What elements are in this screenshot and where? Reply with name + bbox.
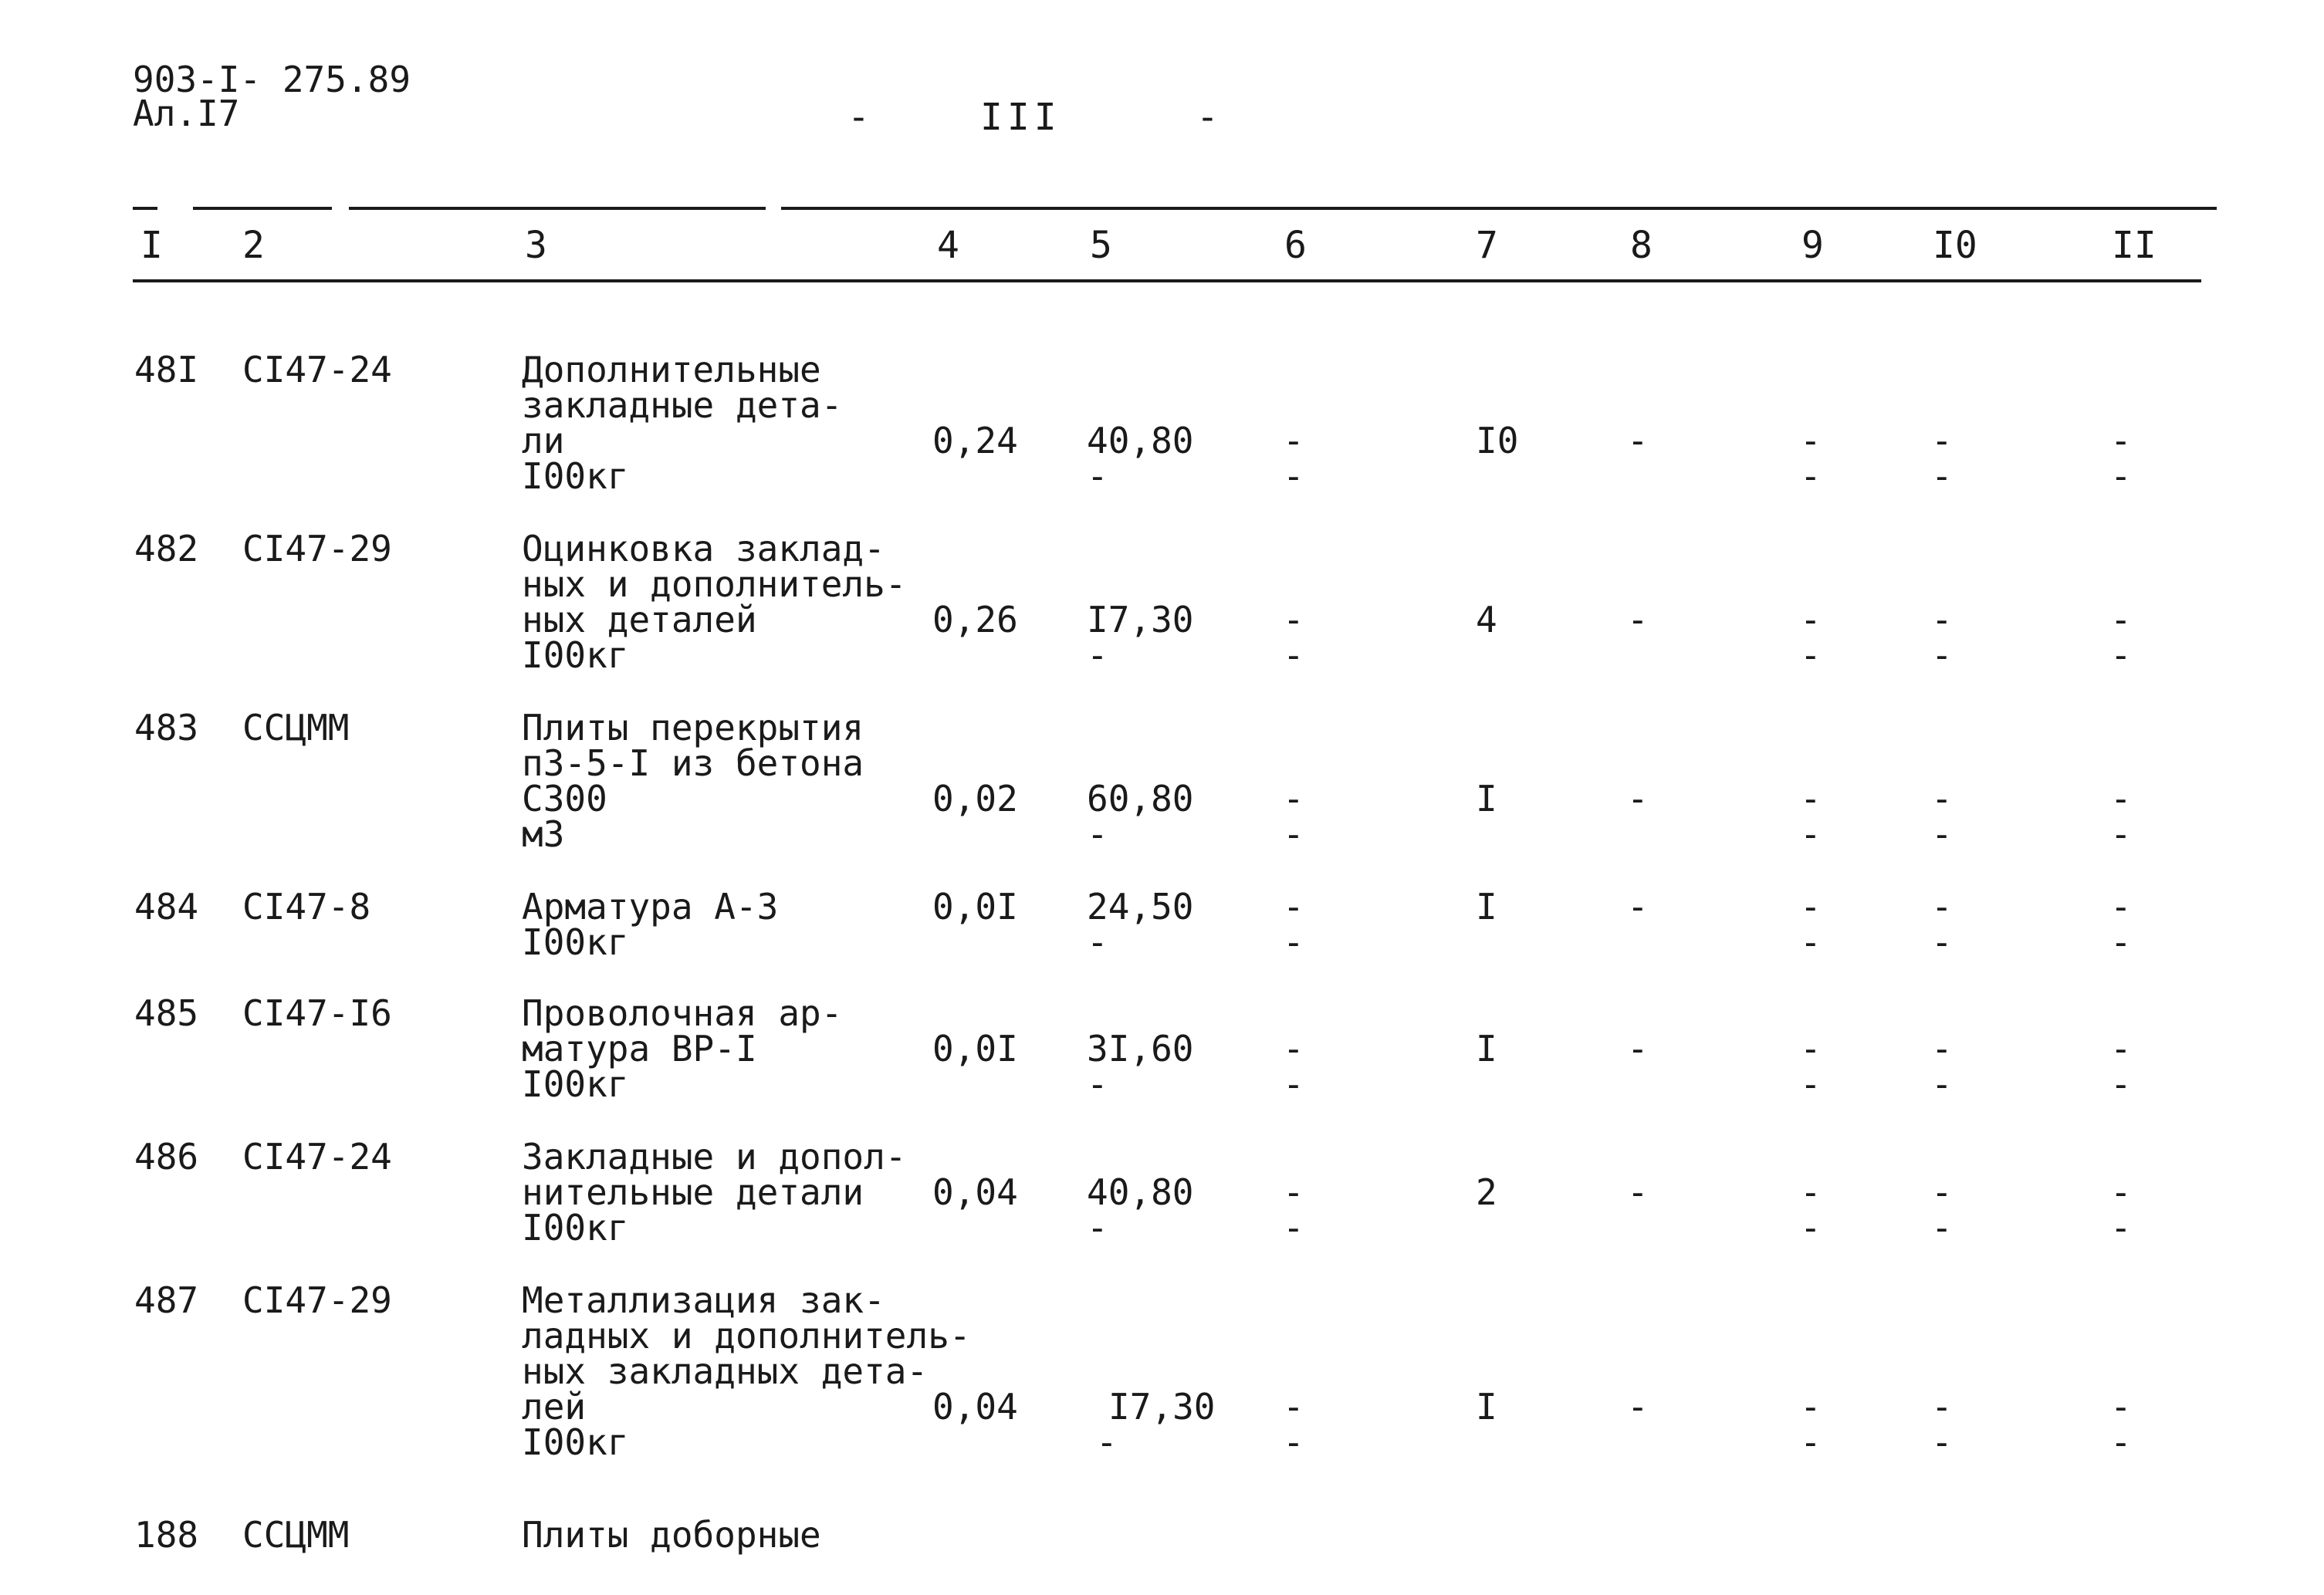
row-col7: I0 [1476, 420, 1519, 461]
row-dash: - [1283, 599, 1304, 640]
sheet-label: Ал.I7 [133, 93, 240, 134]
row-dash: - [1931, 1386, 1953, 1428]
row-name: Оцинковка заклад- ных и дополнитель- ных деталей I00кг [522, 528, 907, 676]
row-dash: - [2110, 599, 2132, 640]
row-dash: - [1931, 813, 1953, 855]
row-dash: - [1800, 921, 1822, 963]
row-col7: 4 [1476, 599, 1497, 640]
row-quantity: 0,0I [932, 886, 1018, 928]
row-dash: - [1627, 886, 1649, 928]
row-dash: - [1931, 1207, 1953, 1249]
row-dash: - [1283, 921, 1304, 963]
row-price: 60,80 [1087, 778, 1194, 819]
row-dash: - [1283, 1063, 1304, 1105]
row-dash: - [2110, 921, 2132, 963]
column-header-5: 5 [1090, 224, 1112, 267]
row-number: 486 [134, 1136, 199, 1178]
row-number: 487 [134, 1279, 199, 1321]
row-dash: - [1931, 921, 1953, 963]
row-dash: - [1627, 599, 1649, 640]
row-code: CI47-29 [242, 528, 392, 569]
row-dash: - [2110, 420, 2132, 461]
column-header-9: 9 [1801, 224, 1824, 267]
row-dash: - [2110, 1421, 2132, 1463]
row-number: 482 [134, 528, 199, 569]
row-dash: - [1931, 420, 1953, 461]
row-dash: - [1283, 1028, 1304, 1070]
row-quantity: 0,04 [932, 1386, 1018, 1428]
row-dash: - [1283, 778, 1304, 819]
row-dash: - [1800, 778, 1822, 819]
row-dash: - [1627, 1386, 1649, 1428]
row-number: 485 [134, 992, 199, 1034]
row-dash: - [2110, 1171, 2132, 1213]
row-dash: - [1087, 1063, 1108, 1105]
row-dash: - [1283, 420, 1304, 461]
column-header-4: 4 [937, 224, 959, 267]
row-col7: I [1476, 778, 1497, 819]
row-name: Металлизация зак- ладных и дополнитель- ных закладных дета- лей I00кг [522, 1279, 971, 1463]
row-dash: - [1087, 1207, 1108, 1249]
row-dash: - [1800, 886, 1822, 928]
row-code: CI47-I6 [242, 992, 392, 1034]
row-dash: - [1800, 634, 1822, 676]
row-number: 484 [134, 886, 199, 928]
row-quantity: 0,0I [932, 1028, 1018, 1070]
row-name: Дополнительные закладные дета- ли I00кг [522, 349, 843, 497]
row-number: 483 [134, 707, 199, 749]
row-dash: - [1627, 420, 1649, 461]
row-dash: - [1800, 1386, 1822, 1428]
row-name: Закладные и допол- нительные детали I00кг [522, 1136, 907, 1249]
column-header-2: 2 [242, 224, 265, 267]
row-dash: - [1931, 1028, 1953, 1070]
row-dash: - [1800, 1207, 1822, 1249]
row-dash: - [1627, 778, 1649, 819]
row-dash: - [1931, 455, 1953, 497]
row-dash: - [1283, 1421, 1304, 1463]
row-dash: - [1800, 455, 1822, 497]
row-col7: I [1476, 1028, 1497, 1070]
row-dash: - [2110, 455, 2132, 497]
page-dash-right: - [1196, 96, 1219, 139]
column-header-8: 8 [1630, 224, 1653, 267]
row-name: Проволочная ар- матура ВР-I I00кг [522, 992, 843, 1105]
row-dash: - [1096, 1421, 1118, 1463]
row-name: Плиты перекрытия п3-5-I из бетона С300 м3 [522, 707, 864, 855]
row-quantity: 0,02 [932, 778, 1018, 819]
row-dash: - [1627, 1171, 1649, 1213]
row-code: CI47-8 [242, 886, 371, 928]
row-dash: - [1087, 813, 1108, 855]
row-code: CI47-29 [242, 1279, 392, 1321]
row-dash: - [1931, 1421, 1953, 1463]
row-dash: - [1800, 420, 1822, 461]
row-dash: - [1931, 599, 1953, 640]
page-number: III [980, 96, 1061, 139]
column-header-6: 6 [1284, 224, 1307, 267]
row-price: 40,80 [1087, 1171, 1194, 1213]
row-dash: - [1283, 1207, 1304, 1249]
row-dash: - [1931, 1171, 1953, 1213]
row-dash: - [1283, 455, 1304, 497]
column-header-1: I [140, 224, 163, 267]
row-name: Арматура А-3 I00кг [522, 886, 779, 963]
row-number: 188 [134, 1514, 199, 1556]
row-dash: - [2110, 778, 2132, 819]
row-dash: - [1931, 886, 1953, 928]
row-quantity: 0,24 [932, 420, 1018, 461]
row-dash: - [1931, 634, 1953, 676]
table-header-rule [133, 279, 2201, 282]
row-dash: - [1800, 599, 1822, 640]
row-quantity: 0,04 [932, 1171, 1018, 1213]
column-header-3: 3 [525, 224, 547, 267]
row-price: 40,80 [1087, 420, 1194, 461]
row-code: ССЦММ [242, 707, 350, 749]
row-dash: - [1931, 1063, 1953, 1105]
row-dash: - [2110, 1063, 2132, 1105]
row-dash: - [2110, 1207, 2132, 1249]
row-price: I7,30 [1108, 1386, 1216, 1428]
row-price: 3I,60 [1087, 1028, 1194, 1070]
column-header-11: II [2112, 224, 2157, 267]
row-dash: - [1087, 455, 1108, 497]
row-quantity: 0,26 [932, 599, 1018, 640]
row-dash: - [1800, 1171, 1822, 1213]
row-price: I7,30 [1087, 599, 1194, 640]
row-dash: - [2110, 813, 2132, 855]
row-dash: - [1283, 886, 1304, 928]
row-col7: I [1476, 1386, 1497, 1428]
row-col7: I [1476, 886, 1497, 928]
column-header-10: I0 [1933, 224, 1977, 267]
row-code: CI47-24 [242, 1136, 392, 1178]
row-dash: - [1283, 1386, 1304, 1428]
row-dash: - [1800, 1028, 1822, 1070]
row-code: CI47-24 [242, 349, 392, 390]
row-col7: 2 [1476, 1171, 1497, 1213]
row-dash: - [2110, 1386, 2132, 1428]
row-dash: - [2110, 634, 2132, 676]
row-price: 24,50 [1087, 886, 1194, 928]
row-dash: - [1283, 634, 1304, 676]
row-dash: - [1087, 921, 1108, 963]
column-header-7: 7 [1476, 224, 1498, 267]
row-code: ССЦММ [242, 1514, 350, 1556]
row-dash: - [1800, 1421, 1822, 1463]
row-dash: - [1087, 634, 1108, 676]
page-dash-left: - [847, 96, 870, 139]
document-code: 903-I- 275.89 [133, 59, 411, 100]
row-dash: - [2110, 886, 2132, 928]
row-dash: - [1800, 813, 1822, 855]
row-name: Плиты доборные [522, 1514, 821, 1556]
row-dash: - [1627, 1028, 1649, 1070]
row-dash: - [1283, 813, 1304, 855]
row-dash: - [1283, 1171, 1304, 1213]
row-number: 48I [134, 349, 199, 390]
row-dash: - [1800, 1063, 1822, 1105]
row-dash: - [1931, 778, 1953, 819]
row-dash: - [2110, 1028, 2132, 1070]
